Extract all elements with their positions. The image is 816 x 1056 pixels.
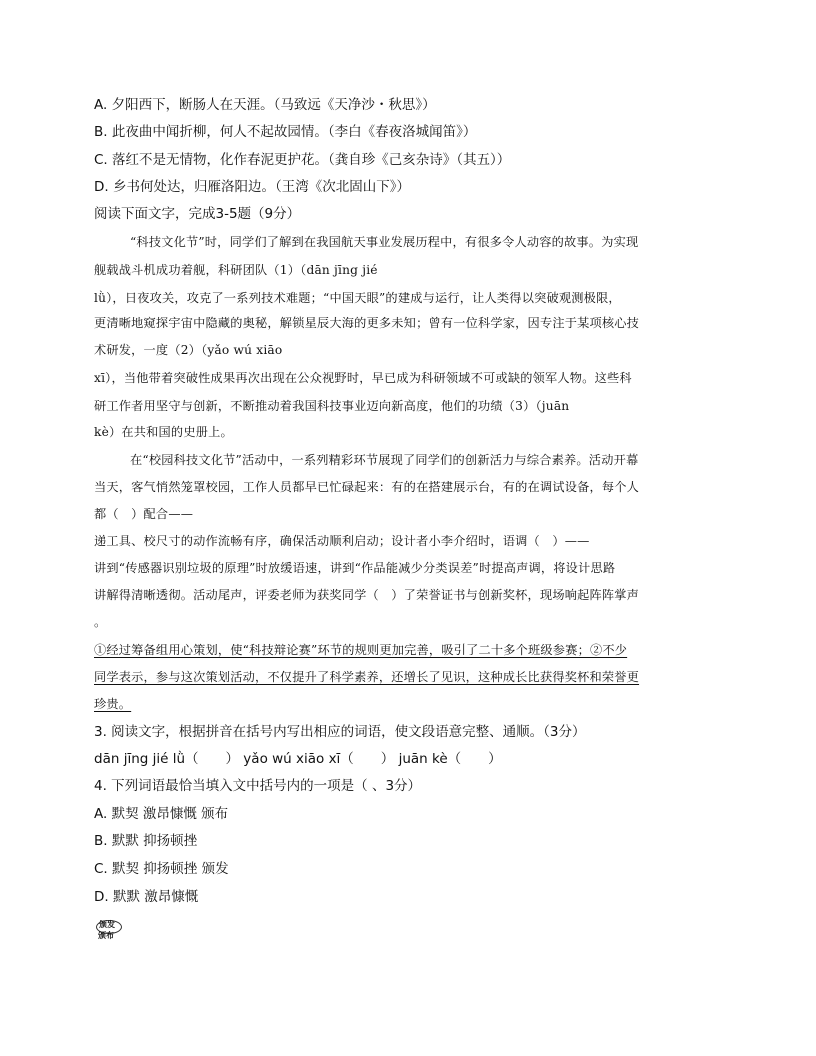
question-3-title: 3. 阅读文字，根据拼音在括号内写出相应的词语，使文段语意完整、通顺。（3分） bbox=[94, 724, 586, 740]
passage-line: 研工作者用坚守与创新，不断推动着我国科技事业迈向新高度，他们的功绩（3）（juān bbox=[94, 399, 570, 413]
passage-line: 讲解得清晰透彻。活动尾声，评委老师为获奖同学（ ）了荣誉证书与创新奖杯，现场响起阵阵掌声 bbox=[94, 588, 640, 602]
question-4-option-b: B. 默默 抑扬顿挫 bbox=[94, 833, 198, 849]
passage-line: lǜ），日夜攻关，攻克了一系列技术难题；“中国天眼”的建成与运行，让人类得以突破观测极限， bbox=[94, 291, 621, 305]
question-4-title: 4. 下列词语最恰当填入文中括号内的一项是（ 、3分） bbox=[94, 778, 422, 794]
option-d-prev: D. 乡书何处达，归雁洛阳边。（王湾《次北固山下》） bbox=[94, 179, 410, 195]
passage-line: 。 bbox=[94, 615, 107, 629]
question-4-option-c: C. 默契 抑扬顿挫 颁发 bbox=[94, 861, 229, 877]
passage-line: 当天，客气悄然笼罩校园，工作人员都早已忙碌起来：有的在搭建展示台，有的在调试设备，每个人 bbox=[94, 480, 640, 494]
question-4-option-d: D. 默默 激昂慷慨 bbox=[94, 889, 199, 905]
stamp-bottom-text: 颁布 bbox=[98, 931, 114, 940]
underlined-line: 同学表示，参与这次策划活动，不仅提升了科学素养，还增长了见识，这种成长比获得奖杯和荣誉更 bbox=[94, 670, 640, 684]
passage-line: 更清晰地窥探宇宙中隐藏的奥秘，解锁星辰大海的更多未知；曾有一位科学家，因专注于某项核心技 bbox=[94, 316, 640, 330]
option-a-prev: A. 夕阳西下，断肠人在天涯。（马致远《天净沙・秋思》） bbox=[94, 97, 436, 113]
option-b-prev: B. 此夜曲中闻折柳，何人不起故园情。（李白《春夜洛城闻笛》） bbox=[94, 124, 477, 140]
passage-line: 都（ ）配合—— bbox=[94, 507, 194, 521]
passage-line: 讲到“传感器识别垃圾的原理”时放缓语速，讲到“作品能减少分类误差”时提高声调，将设计思路 bbox=[94, 561, 616, 575]
option-c-prev: C. 落红不是无情物，化作春泥更护花。（龚自珍《己亥杂诗》（其五）） bbox=[94, 152, 511, 168]
passage-line: 递工具、校尺寸的动作流畅有序，确保活动顺利启动；设计者小李介绍时，语调（ ）—— bbox=[94, 534, 590, 548]
stamp-logo bbox=[96, 920, 122, 942]
passage-line: 在“校园科技文化节”活动中，一系列精彩环节展现了同学们的创新活力与综合素养。活动开幕 bbox=[130, 453, 639, 467]
question-3-answer-line: dān jīng jié lǜ（ ） yǎo wú xiāo xī（ ） juān kè（ ） bbox=[94, 751, 502, 767]
passage-line: kè）在共和国的史册上。 bbox=[94, 425, 233, 439]
underlined-line: 珍贵。 bbox=[94, 697, 132, 711]
passage-line: “科技文化节”时，同学们了解到在我国航天事业发展历程中，有很多令人动容的故事。为实现 bbox=[130, 235, 639, 249]
stamp-top-text: 颁发 bbox=[99, 920, 115, 929]
underlined-line: ①经过筹备组用心策划，使“科技辩论赛”环节的规则更加完善，吸引了二十多个班级参赛；②不少 bbox=[94, 643, 628, 657]
passage-line: xī），当他带着突破性成果再次出现在公众视野时，早已成为科研领域不可或缺的领军人物。这些科 bbox=[94, 371, 632, 385]
section-heading: 阅读下面文字，完成3-5题（9分） bbox=[94, 206, 301, 222]
passage-line: 舰载战斗机成功着舰，科研团队（1）（dān jīng jié bbox=[94, 263, 378, 277]
passage-line: 术研发，一度（2）（yǎo wú xiāo bbox=[94, 343, 283, 357]
question-4-option-a: A. 默契 激昂慷慨 颁布 bbox=[94, 806, 229, 822]
